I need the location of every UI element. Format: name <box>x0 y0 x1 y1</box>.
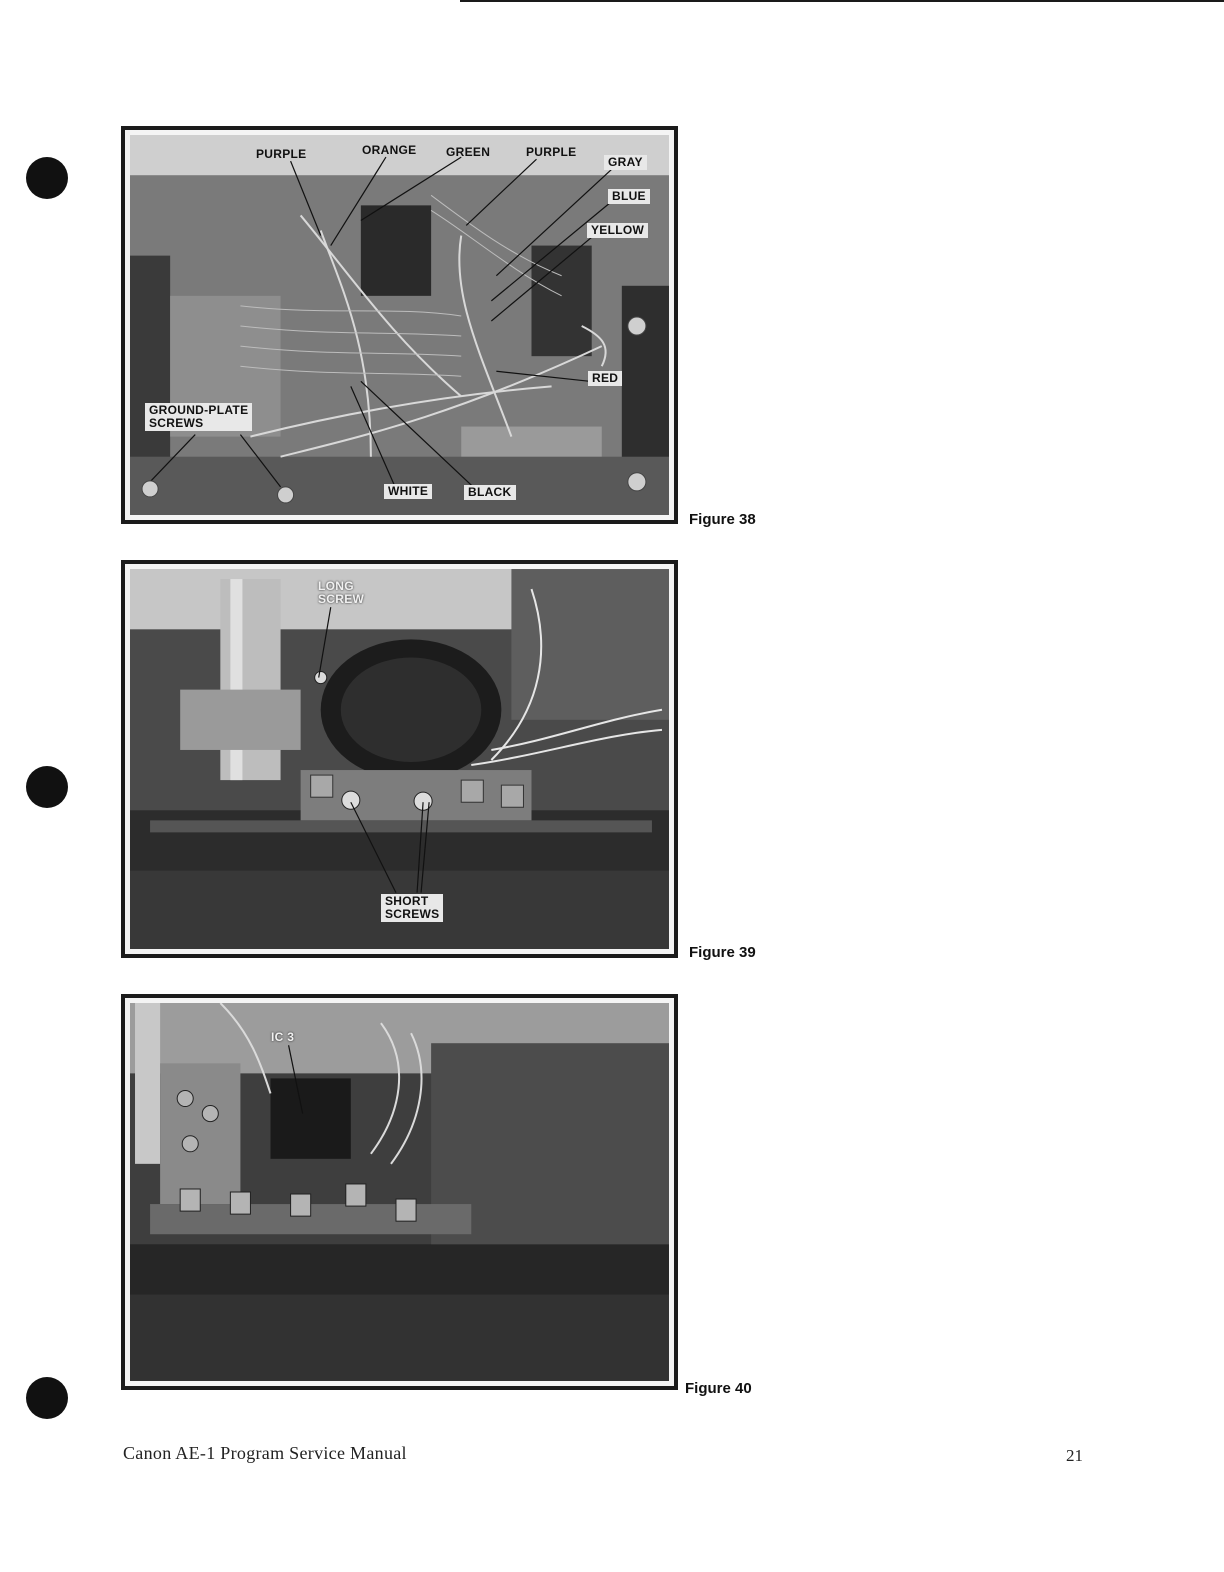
wire-label-purple: PURPLE <box>256 147 307 161</box>
ground-plate-screws-label: GROUND-PLATE SCREWS <box>145 403 252 431</box>
binder-hole <box>26 1377 68 1419</box>
figure-40-photo <box>121 994 678 1390</box>
figure-39-image <box>130 569 669 949</box>
figure-38-image <box>130 135 669 515</box>
binder-hole <box>26 766 68 808</box>
wire-label-black: BLACK <box>464 485 516 500</box>
wire-label-green: GREEN <box>446 145 491 159</box>
figure-40-caption: Figure 40 <box>685 1380 752 1397</box>
short-screws-label: SHORT SCREWS <box>381 894 443 922</box>
wire-label-orange: ORANGE <box>362 143 417 157</box>
wire-label-red: RED <box>588 371 622 386</box>
figure-38-photo <box>121 126 678 524</box>
wire-label-white: WHITE <box>384 484 432 499</box>
ic3-label: IC 3 <box>271 1030 295 1044</box>
wire-label-purple: PURPLE <box>526 145 577 159</box>
page-number: 21 <box>1066 1446 1083 1465</box>
wire-label-gray: GRAY <box>604 155 647 170</box>
figure-39-caption: Figure 39 <box>689 944 756 961</box>
figure-40-image <box>130 1003 669 1381</box>
top-edge-rule <box>460 0 1224 2</box>
manual-title-footer: Canon AE-1 Program Service Manual <box>123 1443 407 1463</box>
figure-38-caption: Figure 38 <box>689 511 756 528</box>
binder-hole <box>26 157 68 199</box>
wire-label-blue: BLUE <box>608 189 650 204</box>
long-screw-label: LONG SCREW <box>318 579 365 606</box>
wire-label-yellow: YELLOW <box>587 223 648 238</box>
figure-39-photo <box>121 560 678 958</box>
